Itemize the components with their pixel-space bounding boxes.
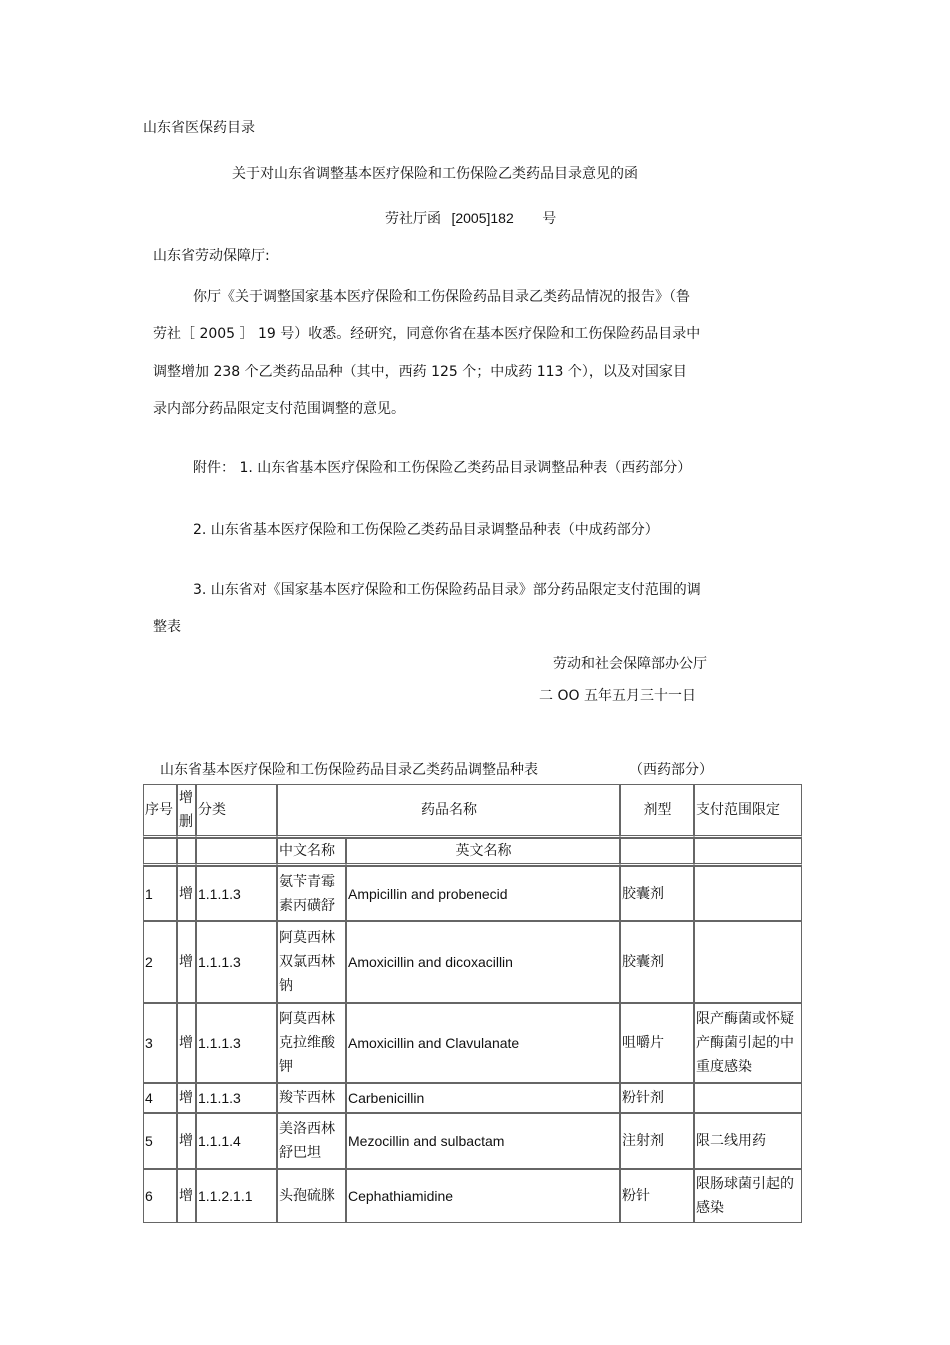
table-header-row: [143, 784, 802, 838]
header-drug-name: 药品名称: [277, 784, 620, 838]
subheader-en-name: 英文名称: [346, 838, 620, 866]
table-caption: 山东省基本医疗保险和工伤保险药品目录乙类药品调整品种表: [160, 762, 538, 778]
attachment-3-line-2: 整表: [153, 619, 181, 635]
addressee: 山东省劳动保障厅:: [153, 248, 270, 264]
drug-adjustment-table: [143, 784, 802, 1223]
header-category: 分类: [196, 784, 277, 838]
reference-number: [385, 209, 556, 228]
table-row: 2 增 1.1.1.3 阿莫西林双氯西林钠 Amoxicillin and dicoxacillin 胶囊剂: [143, 921, 802, 1003]
body-line-3: 调整增加 238 个乙类药品品种（其中，西药 125 个；中成药 113 个），以及对国家目: [153, 364, 687, 380]
header-change: 增删: [177, 784, 196, 838]
table-row: 3 增 1.1.1.3 阿莫西林克拉维酸钾 Amoxicillin and Clavulanate 咀嚼片 限产酶菌或怀疑产酶菌引起的中重度感染: [143, 1003, 802, 1083]
document-header: 山东省医保药目录: [143, 120, 255, 136]
table-row: 1 增 1.1.1.3 氨苄青霉素丙磺舒 Ampicillin and probenecid 胶囊剂: [143, 866, 802, 921]
reference-year: [2005]182: [451, 210, 514, 226]
attachment-1: 附件： 1. 山东省基本医疗保险和工伤保险乙类药品目录调整品种表（西药部分）: [193, 460, 692, 476]
table-subheader-row: [143, 838, 802, 866]
table-caption-note: （西药部分）: [629, 762, 713, 778]
document-title: 关于对山东省调整基本医疗保险和工伤保险乙类药品目录意见的函: [232, 166, 638, 182]
body-line-1: 你厅《关于调整国家基本医疗保险和工伤保险药品目录乙类药品情况的报告》（鲁: [193, 289, 690, 305]
reference-prefix: 劳社厅函: [385, 211, 441, 227]
attachment-3-line-1: 3. 山东省对《国家基本医疗保险和工伤保险药品目录》部分药品限定支付范围的调: [193, 582, 701, 598]
table-row: 4 增 1.1.1.3 羧苄西林 Carbenicillin 粉针剂: [143, 1083, 802, 1113]
header-seq: 序号: [143, 784, 177, 838]
signer: 劳动和社会保障部办公厅: [553, 656, 707, 672]
table-row: 6 增 1.1.2.1.1 头孢硫脒 Cephathiamidine 粉针 限肠球菌引起的感染: [143, 1169, 802, 1223]
table-row: 5 增 1.1.1.4 美洛西林舒巴坦 Mezocillin and sulbactam 注射剂 限二线用药: [143, 1113, 802, 1169]
body-line-2: 劳社［ 2005 ］ 19 号）收悉。经研究，同意你省在基本医疗保险和工伤保险药品目录中: [153, 326, 701, 342]
attachment-2: 2. 山东省基本医疗保险和工伤保险乙类药品目录调整品种表（中成药部分）: [193, 522, 659, 538]
subheader-cn-name: 中文名称: [277, 838, 346, 866]
signing-date: 二 OO 五年五月三十一日: [539, 688, 696, 704]
body-line-4: 录内部分药品限定支付范围调整的意见。: [153, 401, 405, 417]
header-limit: 支付范围限定: [694, 784, 802, 838]
header-form: 剂型: [620, 784, 694, 838]
reference-suffix: 号: [542, 211, 557, 227]
